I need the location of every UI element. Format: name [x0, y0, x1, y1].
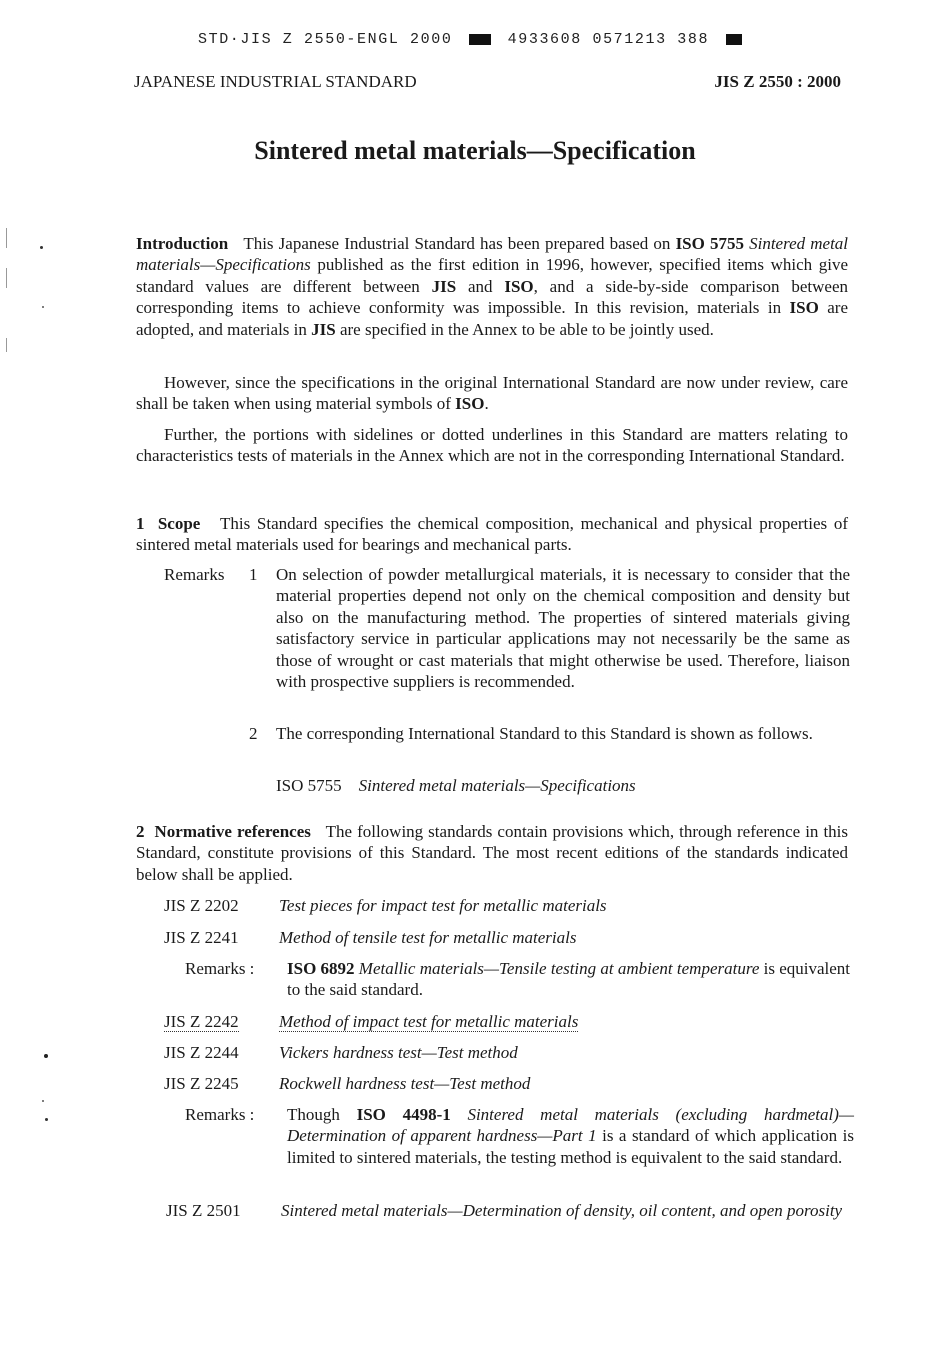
ref-code: JIS Z 2501 — [166, 1201, 241, 1220]
ref-code: JIS Z 2242 — [164, 1012, 239, 1031]
sideline-mark — [6, 228, 7, 248]
remarks-label — [164, 564, 224, 585]
intro-text: This Japanese Industrial Standard has been prepared based on — [243, 234, 671, 253]
scope-number: 1 — [136, 514, 145, 533]
intro-text: and — [467, 276, 493, 296]
remark-2-number: 2 — [249, 724, 258, 743]
intro-text: published as the first edition in 1996, however, specified items which give standard values are different between — [136, 255, 848, 296]
normative-text: The following standards contain provisions which, through reference in this Standard, constitute provisions of this Standard. The most recent editions of the standards indicated below shall be applied. — [136, 822, 849, 884]
ref-title: Test pieces for impact test for metallic materials — [279, 896, 607, 915]
intro-paragraph-3: Further, the portions with sidelines or dotted underlines in this Standard are matters relating to characteristics tests of materials in the Annex which are not in the corresponding International Standard. — [136, 425, 848, 466]
stamp-end-mark — [726, 34, 742, 45]
remark-2-text: The corresponding International Standard to this Standard is shown as follows. — [276, 724, 813, 743]
iso-title: Sintered metal materials (excluding hardmetal)—Determination of apparent hardness—Part 1 — [287, 1105, 855, 1146]
ref-remarks-label: Remarks : — [185, 959, 255, 978]
intro-text: are adopted, and materials in — [136, 298, 849, 339]
intro-text: . — [484, 394, 489, 414]
remarks-lead: Though — [287, 1105, 340, 1124]
iso-title: Metallic materials—Tensile testing at ambient temperature — [358, 959, 760, 978]
ref-remarks-text — [287, 1104, 854, 1168]
iso-title: Sintered metal materials—Specifications — [136, 234, 849, 275]
iso-reference: ISO 5755 — [675, 234, 744, 253]
stamp-code: 4933608 0571213 388 — [507, 31, 710, 48]
document-stamp — [198, 31, 748, 48]
remarks-word: Remarks — [164, 565, 225, 584]
ref-title: Sintered metal materials—Determination of density, oil content, and open porosity — [281, 1201, 843, 1220]
margin-dot — [42, 306, 44, 308]
margin-dot — [44, 1054, 48, 1058]
iso-code: ISO 5755 — [276, 776, 342, 795]
remarks-tail: is a standard of which application is limited to sintered materials, the testing method is equivalent to the said standard. — [287, 1126, 854, 1167]
ref-code-annex — [164, 1011, 239, 1032]
scope-text: This Standard specifies the chemical composition, mechanical and physical properties of sintered metal materials used for bearings and mechanical parts. — [136, 514, 848, 555]
ref-title: Vickers hardness test—Test method — [279, 1043, 518, 1062]
iso-term: ISO — [504, 276, 534, 296]
stamp-block-mark — [469, 34, 491, 45]
intro-paragraph-2 — [136, 372, 848, 415]
remarks-tail: is equivalent to the said standard. — [287, 959, 851, 1000]
ref-code: JIS Z 2245 — [164, 1074, 239, 1093]
scope-section — [136, 513, 848, 556]
page-title: Sintered metal materials—Specification — [254, 136, 696, 165]
stamp-designation: STD·JIS Z 2550-ENGL 2000 — [198, 31, 453, 48]
margin-dot — [40, 246, 43, 249]
remark-1-number: 1 — [249, 565, 258, 584]
jis-term: JIS — [431, 276, 457, 296]
sideline-mark — [6, 268, 7, 288]
iso-reference: ISO 4498-1 — [356, 1105, 451, 1124]
ref-remarks-text — [287, 958, 850, 1001]
iso-title: Sintered metal materials—Specifications — [358, 776, 636, 795]
jis-term: JIS — [311, 319, 336, 339]
intro-paragraph-1 — [136, 233, 848, 340]
ref-remarks-label: Remarks : — [185, 1105, 255, 1124]
normative-heading: Normative references — [154, 822, 311, 841]
ref-code: JIS Z 2202 — [164, 896, 239, 915]
sideline-mark — [6, 338, 7, 352]
intro-text: are specified in the Annex to be able to be jointly used. — [339, 319, 714, 339]
iso-reference: ISO 6892 — [287, 959, 355, 978]
intro-heading: Introduction — [136, 234, 229, 253]
normative-section — [136, 821, 848, 885]
intro-text: , and a side-by-side comparison between corresponding items to achieve conformity was impossible. In this revision, materials in — [136, 276, 848, 318]
normative-number: 2 — [136, 822, 145, 841]
ref-code: JIS Z 2244 — [164, 1043, 239, 1062]
remark-1-text: On selection of powder metallurgical materials, it is necessary to consider that the material properties depend not only on the chemical composition and density but also on the manufacturing method. The properties of sintered materials giving satisfactory service in particular applications may not necessarily be the same as those of wrought or cast materials that might otherwise be used. Therefore, liaison with prospective suppliers is recommended. — [276, 565, 850, 692]
ref-title: Rockwell hardness test—Test method — [279, 1074, 531, 1093]
scope-heading: Scope — [157, 514, 201, 533]
margin-dot — [42, 1100, 44, 1102]
margin-dot — [45, 1118, 48, 1121]
ref-title: Method of impact test for metallic materials — [279, 1012, 579, 1031]
ref-code: JIS Z 2241 — [164, 928, 239, 947]
intro-text: However, since the specifications in the original International Standard are now under review, care shall be taken when using material symbols of — [136, 373, 848, 414]
ref-title-annex — [279, 1011, 578, 1032]
iso-term: ISO — [455, 394, 485, 414]
header-left: JAPANESE INDUSTRIAL STANDARD — [134, 72, 417, 91]
iso-term: ISO — [789, 298, 819, 318]
corresponding-standard — [276, 775, 636, 796]
ref-title: Method of tensile test for metallic materials — [279, 928, 577, 947]
header-standard-number: JIS Z 2550 : 2000 — [714, 72, 841, 91]
